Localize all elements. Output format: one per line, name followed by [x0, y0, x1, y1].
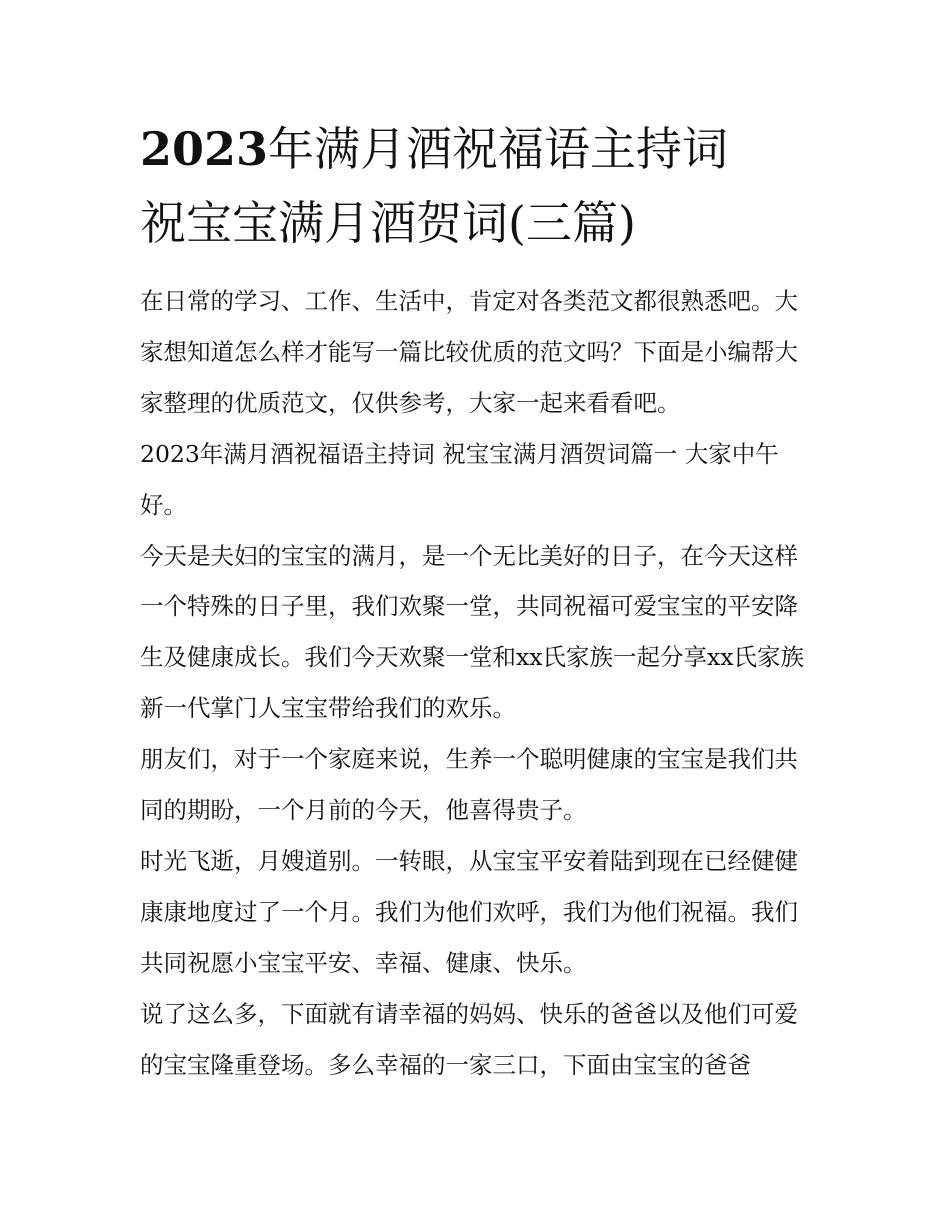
paragraph-section-heading: 2023年满月酒祝福语主持词 祝宝宝满月酒贺词篇一 大家中午好。 [140, 439, 779, 519]
title-year: 2023 [140, 122, 269, 176]
paragraph-invite: 说了这么多，下面就有请幸福的妈妈、快乐的爸爸以及他们可爱的宝宝隆重登场。多么幸福的一家三口，下面由宝宝的爸爸 [140, 999, 798, 1079]
document-body [140, 276, 820, 1091]
paragraph-time-flies: 时光飞逝，月嫂道别。一转眼，从宝宝平安着陆到现在已经健健康康地度过了一个月。我们为他们欢呼，我们为他们祝福。我们共同祝愿小宝宝平安、幸福、健康、快乐。 [140, 846, 798, 977]
title-line-2: 祝宝宝满月酒贺词(三篇) [140, 196, 636, 250]
paragraph-intro: 在日常的学习、工作、生活中，肯定对各类范文都很熟悉吧。大家想知道怎么样才能写一篇比较优质的范文吗？下面是小编帮大家整理的优质范文，仅供参考，大家一起来看看吧。 [140, 287, 798, 417]
paragraph-friends: 朋友们，对于一个家庭来说，生养一个聪明健康的宝宝是我们共同的期盼，一个月前的今天，他喜得贵子。 [140, 745, 798, 825]
paragraph-full-moon: 今天是夫妇的宝宝的满月，是一个无比美好的日子，在今天这样一个特殊的日子里，我们欢聚一堂，共同祝福可爱宝宝的平安降生及健康成长。我们今天欢聚一堂和xx氏家族一起分享xx氏家族新一代掌门人宝宝带给我们的欢乐。 [140, 541, 805, 723]
document-title [140, 112, 820, 260]
title-line-1-text: 年满月酒祝福语主持词 [268, 122, 729, 176]
title-line-1 [140, 112, 820, 186]
